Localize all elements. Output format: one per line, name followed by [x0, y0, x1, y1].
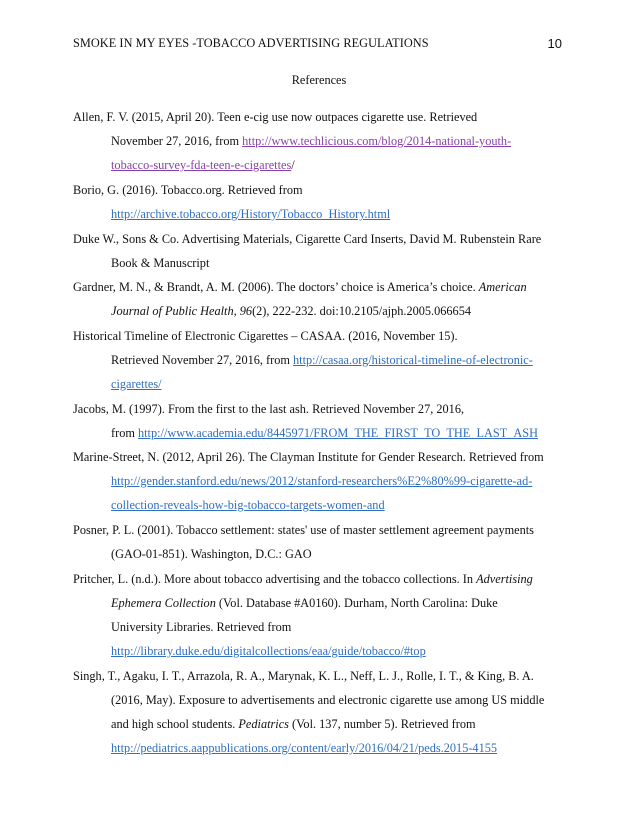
running-head: SMOKE IN MY EYES -TOBACCO ADVERTISING REGULATIONS [73, 36, 429, 50]
reference-continuation [111, 717, 476, 732]
reference-entry-gardner [73, 280, 527, 295]
reference-journal: American [478, 280, 527, 294]
reference-text: Historical Timeline of Electronic Cigarettes – CASAA. (2016, November 15). [73, 329, 458, 343]
reference-entry-posner [73, 523, 534, 538]
reference-title: Ephemera Collection [111, 596, 216, 610]
reference-entry-singh [73, 669, 534, 684]
reference-text: / [291, 158, 295, 172]
reference-text: (Vol. 137, number 5). Retrieved from [288, 717, 476, 731]
reference-journal: Pediatrics [238, 717, 289, 731]
reference-continuation [111, 596, 498, 611]
reference-text: Book & Manuscript [111, 256, 210, 270]
reference-continuation [111, 207, 390, 222]
reference-text: Gardner, M. N., & Brandt, A. M. (2006). The doctors’ choice is America’s choice. [73, 280, 479, 294]
reference-continuation [111, 741, 497, 756]
reference-link[interactable]: http://casaa.org/historical-timeline-of-electronic- [293, 353, 533, 367]
reference-entry-jacobs [73, 402, 464, 417]
reference-link[interactable]: collection-reveals-how-big-tobacco-targets-women-and [111, 498, 385, 512]
reference-continuation [111, 304, 471, 319]
reference-text: Allen, F. V. (2015, April 20). Teen e-cig use now outpaces cigarette use. Retrieved [73, 110, 478, 124]
reference-entry-borio [73, 183, 303, 198]
reference-text: and high school students. [111, 717, 239, 731]
reference-text: (2016, May). Exposure to advertisements and electronic cigarette use among US middle [111, 693, 545, 707]
reference-text: (GAO-01-851). Washington, D.C.: GAO [111, 547, 312, 561]
reference-text: Singh, T., Agaku, I. T., Arrazola, R. A., Marynak, K. L., Neff, L. J., Rolle, I. T., & King, B. A. [73, 669, 534, 683]
reference-link[interactable]: http://pediatrics.aappublications.org/content/early/2016/04/21/peds.2015-4155 [111, 741, 498, 755]
reference-text: from [111, 426, 138, 440]
reference-text: Duke W., Sons & Co. Advertising Materials, Cigarette Card Inserts, David M. Rubenstein Rare [73, 232, 542, 246]
reference-entry-pritcher [73, 572, 533, 587]
page-number: 10 [547, 36, 562, 51]
reference-entry-allen [73, 110, 477, 125]
reference-continuation [111, 134, 511, 149]
reference-continuation [111, 547, 312, 562]
reference-journal: Journal of Public Health, 96 [111, 304, 253, 318]
reference-continuation [111, 256, 209, 271]
reference-entry-casaa [73, 329, 458, 344]
reference-entry-duke [73, 232, 541, 247]
reference-link[interactable]: http://www.academia.edu/8445971/FROM_THE_FIRST_TO_THE_LAST_ASH [137, 426, 538, 440]
reference-continuation [111, 620, 291, 635]
reference-continuation [111, 474, 532, 489]
reference-text: Retrieved November 27, 2016, from [111, 353, 294, 367]
reference-link[interactable]: http://library.duke.edu/digitalcollections/eaa/guide/tobacco/#top [111, 644, 426, 658]
reference-link[interactable]: tobacco-survey-fda-teen-e-cigarettes [111, 158, 292, 172]
reference-link[interactable]: http://archive.tobacco.org/History/Tobacco_History.html [111, 207, 391, 221]
reference-text: Borio, G. (2016). Tobacco.org. Retrieved from [73, 183, 303, 197]
reference-text: University Libraries. Retrieved from [111, 620, 292, 634]
reference-text: (2), 222-232. doi:10.2105/ajph.2005.066654 [252, 304, 471, 318]
reference-continuation [111, 498, 385, 513]
reference-continuation [111, 644, 426, 659]
reference-text: (Vol. Database #A0160). Durham, North Carolina: Duke [215, 596, 498, 610]
reference-continuation [111, 353, 533, 368]
reference-text: November 27, 2016, from [111, 134, 243, 148]
reference-continuation [111, 426, 538, 441]
reference-text: Marine-Street, N. (2012, April 26). The Clayman Institute for Gender Research. Retrieved from [73, 450, 544, 464]
references-heading: References [291, 73, 347, 87]
reference-link[interactable]: http://www.techlicious.com/blog/2014-national-youth- [242, 134, 512, 148]
reference-title: Advertising [476, 572, 533, 586]
reference-continuation [111, 693, 544, 708]
reference-continuation [111, 158, 295, 173]
reference-text: Posner, P. L. (2001). Tobacco settlement: states' use of master settlement agreement payments [73, 523, 534, 537]
reference-continuation [111, 377, 162, 392]
reference-text: Pritcher, L. (n.d.). More about tobacco advertising and the tobacco collections. In [73, 572, 477, 586]
reference-text: Jacobs, M. (1997). From the first to the last ash. Retrieved November 27, 2016, [73, 402, 465, 416]
reference-link[interactable]: http://gender.stanford.edu/news/2012/stanford-researchers%E2%80%99-cigarette-ad- [111, 474, 533, 488]
reference-link[interactable]: cigarettes/ [111, 377, 162, 391]
reference-entry-marine-street [73, 450, 544, 465]
